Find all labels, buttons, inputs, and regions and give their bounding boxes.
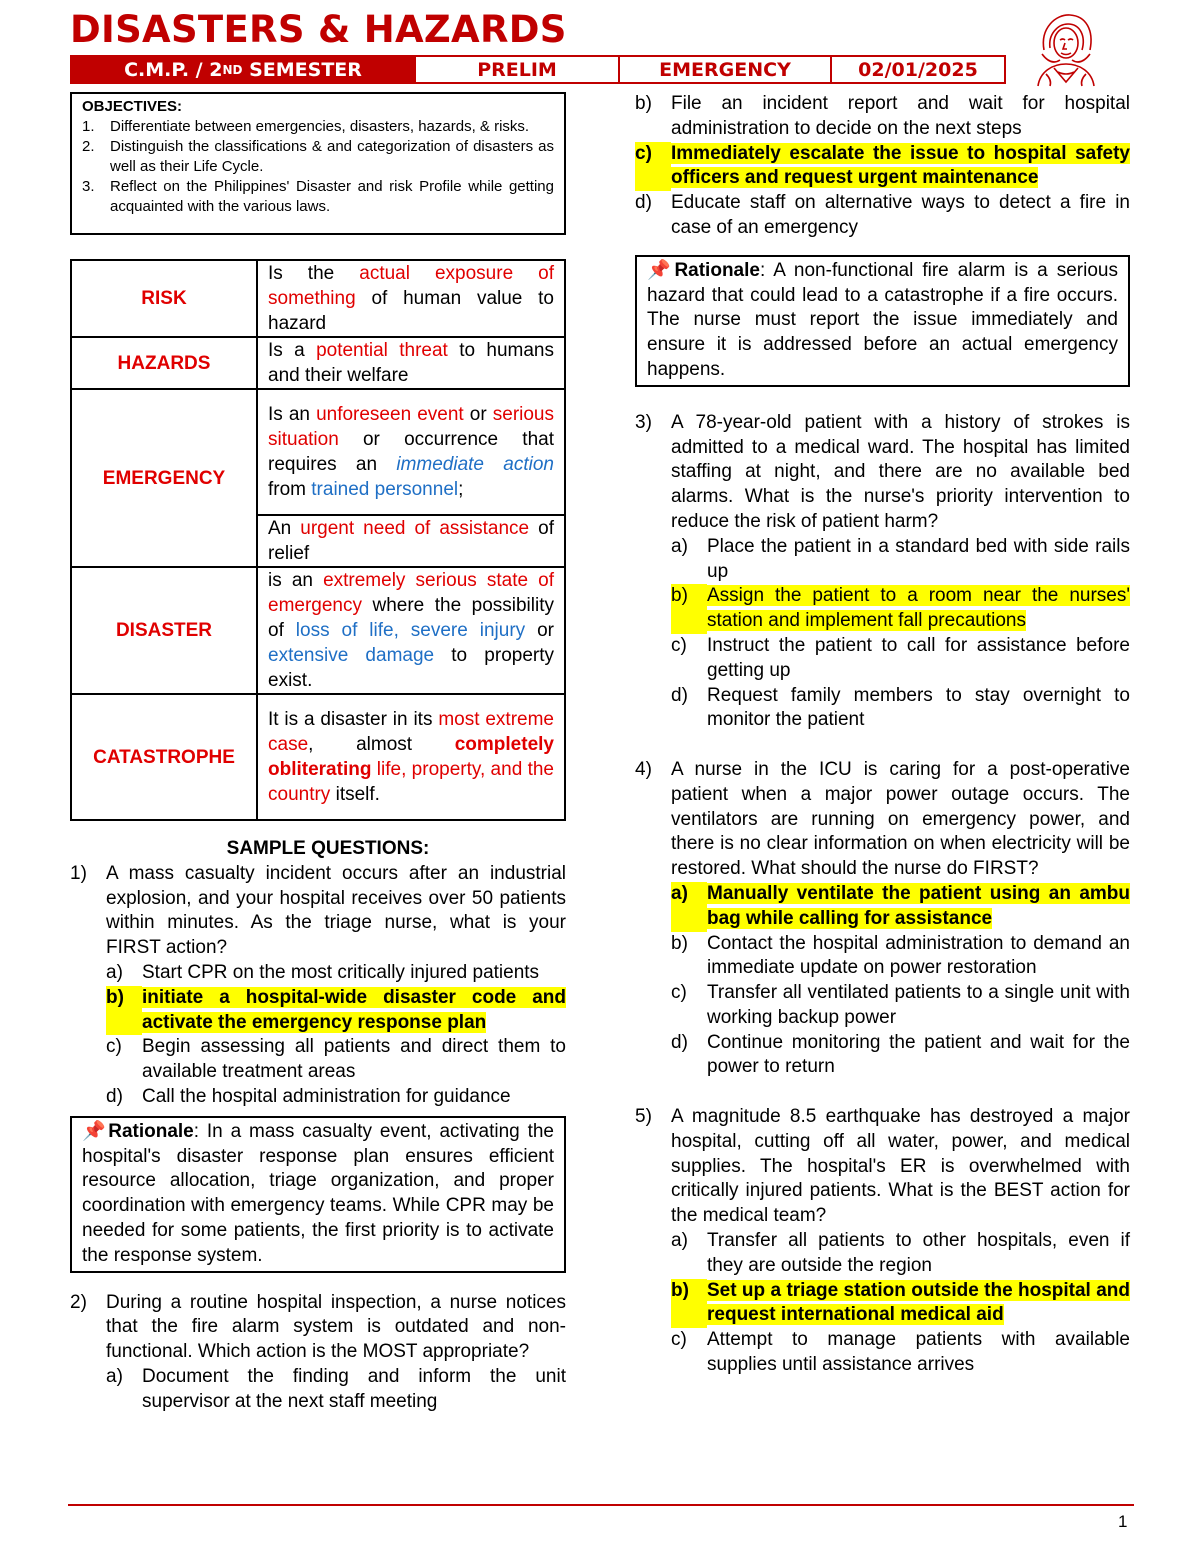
table-row-hazards — [71, 337, 565, 389]
option-5c: c) Attempt to manage patients with available supplies until assistance arrives — [671, 1329, 1130, 1376]
nurse-portrait-logo — [1030, 10, 1102, 88]
option-1b-answer: b) initiate a hospital-wide disaster code and activate the emergency response plan — [106, 986, 566, 1036]
definition-disaster: is an extremely serious state of emergency where the possibility of loss of life, severe injury or extensive damage to property exist. — [257, 567, 565, 694]
objectives-box — [70, 92, 566, 235]
option-3a: a) Place the patient in a standard bed with side rails up — [671, 535, 1130, 582]
sample-questions-heading: SAMPLE QUESTIONS: — [226, 838, 430, 859]
option-5b-answer: b) Set up a triage station outside the hospital and request international medical aid — [671, 1279, 1130, 1329]
option-4b: b) Contact the hospital administration to demand an immediate update on power restoration — [671, 932, 1130, 979]
question-4: 4) A nurse in the ICU is caring for a post-operative patient when a major power outage occurs. The ventilators are running on emergency power, and there is no clear information on when electricity will be restored. What should the nurse do FIRST? — [635, 758, 1130, 880]
date-cell: 02/01/2025 — [858, 58, 978, 81]
rationale-box-2: 📌Rationale: A non-functional fire alarm is a serious hazard that could lead to a catastrophe if a fire occurs. The nurse must report the issue immediately and ensure it is addressed before an actual emergency happens. — [635, 255, 1130, 387]
term-emergency: EMERGENCY — [71, 389, 257, 567]
option-2b: b) File an incident report and wait for hospital administration to decide on the next steps — [635, 93, 1130, 139]
question-2: 2) During a routine hospital inspection, a nurse notices that the fire alarm system is outdated and non-functional. Which action is the MOST appropriate? — [70, 1291, 566, 1363]
objectives-list — [82, 117, 554, 217]
objective-item: 1. Differentiate between emergencies, disasters, hazards, & risks. — [82, 118, 530, 135]
option-3d: d) Request family members to stay overnight to monitor the patient — [671, 684, 1130, 731]
page-title: DISASTERS & HAZARDS — [70, 8, 567, 51]
table-row-disaster — [71, 567, 565, 694]
definition-emergency-1: Is an unforeseen event or serious situation or occurrence that requires an immediate action from trained personnel; — [257, 389, 565, 515]
left-column — [70, 837, 566, 1415]
option-4d: d) Continue monitoring the patient and wait for the power to return — [671, 1031, 1130, 1078]
topic-cell: EMERGENCY — [620, 57, 832, 82]
definition-emergency-2: An urgent need of assistance of relief — [257, 515, 565, 567]
definition-catastrophe: It is a disaster in its most extreme case, almost completely obliterating life, property, and the country itself. — [257, 694, 565, 820]
objective-item: 3. Reflect on the Philippines' Disaster and risk Profile while getting acquainted with the various laws. — [82, 178, 554, 215]
table-row-catastrophe — [71, 694, 565, 820]
option-2d: d) Educate staff on alternative ways to detect a fire in case of an emergency — [635, 192, 1130, 238]
option-4c: c) Transfer all ventilated patients to a single unit with working backup power — [671, 982, 1130, 1028]
definitions-table — [70, 259, 566, 821]
term-catastrophe: CATASTROPHE — [71, 694, 257, 820]
term-disaster: DISASTER — [71, 567, 257, 694]
option-2a: a) Document the finding and inform the unit supervisor at the next staff meeting — [106, 1365, 566, 1412]
option-1a: a) Start CPR on the most critically injured patients — [106, 961, 540, 983]
header-bar — [70, 55, 1006, 84]
option-4a-answer: a) Manually ventilate the patient using an ambu bag while calling for assistance — [671, 882, 1130, 932]
term-risk: RISK — [71, 260, 257, 337]
pushpin-icon: 📌 — [82, 1120, 109, 1142]
option-2c-answer: c) Immediately escalate the issue to hospital safety officers and request urgent maintenance — [635, 142, 1130, 192]
term-cell: PRELIM — [416, 57, 620, 82]
rationale-box-1: 📌Rationale: In a mass casualty event, activating the hospital's disaster response plan ensures efficient resource allocation, triage organization, and proper coordination with emergency teams. While CPR may be needed for some patients, the first priority is to activate the response system. — [70, 1116, 566, 1273]
option-1d: d) Call the hospital administration for guidance — [106, 1085, 511, 1107]
option-3c: c) Instruct the patient to call for assistance before getting up — [671, 634, 1130, 681]
footer-divider — [68, 1504, 1134, 1506]
option-3b-answer: b) Assign the patient to a room near the nurses' station and implement fall precautions — [671, 584, 1130, 634]
definition-hazards: Is a potential threat to humans and their welfare — [257, 337, 565, 389]
pushpin-icon: 📌 — [647, 259, 675, 281]
option-5a: a) Transfer all patients to other hospitals, even if they are outside the region — [671, 1230, 1130, 1276]
right-column — [635, 92, 1130, 1378]
term-hazards: HAZARDS — [71, 337, 257, 389]
table-row-emergency — [71, 389, 565, 515]
definition-risk: Is the actual exposure of something of human value to hazard — [257, 260, 565, 337]
question-5: 5) A magnitude 8.5 earthquake has destroyed a major hospital, cutting off all water, power, and medical supplies. The hospital's ER is overwhelmed with critically injured patients. What is the BEST action for the medical team? — [635, 1106, 1130, 1227]
question-1: 1) A mass casualty incident occurs after an industrial explosion, and your hospital receives over 50 patients within minutes. As the triage nurse, what is your FIRST action? — [70, 862, 566, 959]
objectives-heading: OBJECTIVES: — [82, 98, 183, 115]
objective-item: 2. Distinguish the classifications & and categorization of disasters as well as their Life Cycle. — [82, 138, 554, 175]
course-cell: C.M.P. / 2 ND SEMESTER — [72, 57, 416, 82]
page-number: 1 — [1118, 1512, 1128, 1531]
question-3: 3) A 78-year-old patient with a history of strokes is admitted to a medical ward. The hospital has limited staffing at night, and there are no available bed alarms. What is the nurse's priority intervention to reduce the risk of patient harm? — [635, 411, 1130, 532]
table-row-risk — [71, 260, 565, 337]
option-1c: c) Begin assessing all patients and direct them to available treatment areas — [106, 1036, 566, 1083]
